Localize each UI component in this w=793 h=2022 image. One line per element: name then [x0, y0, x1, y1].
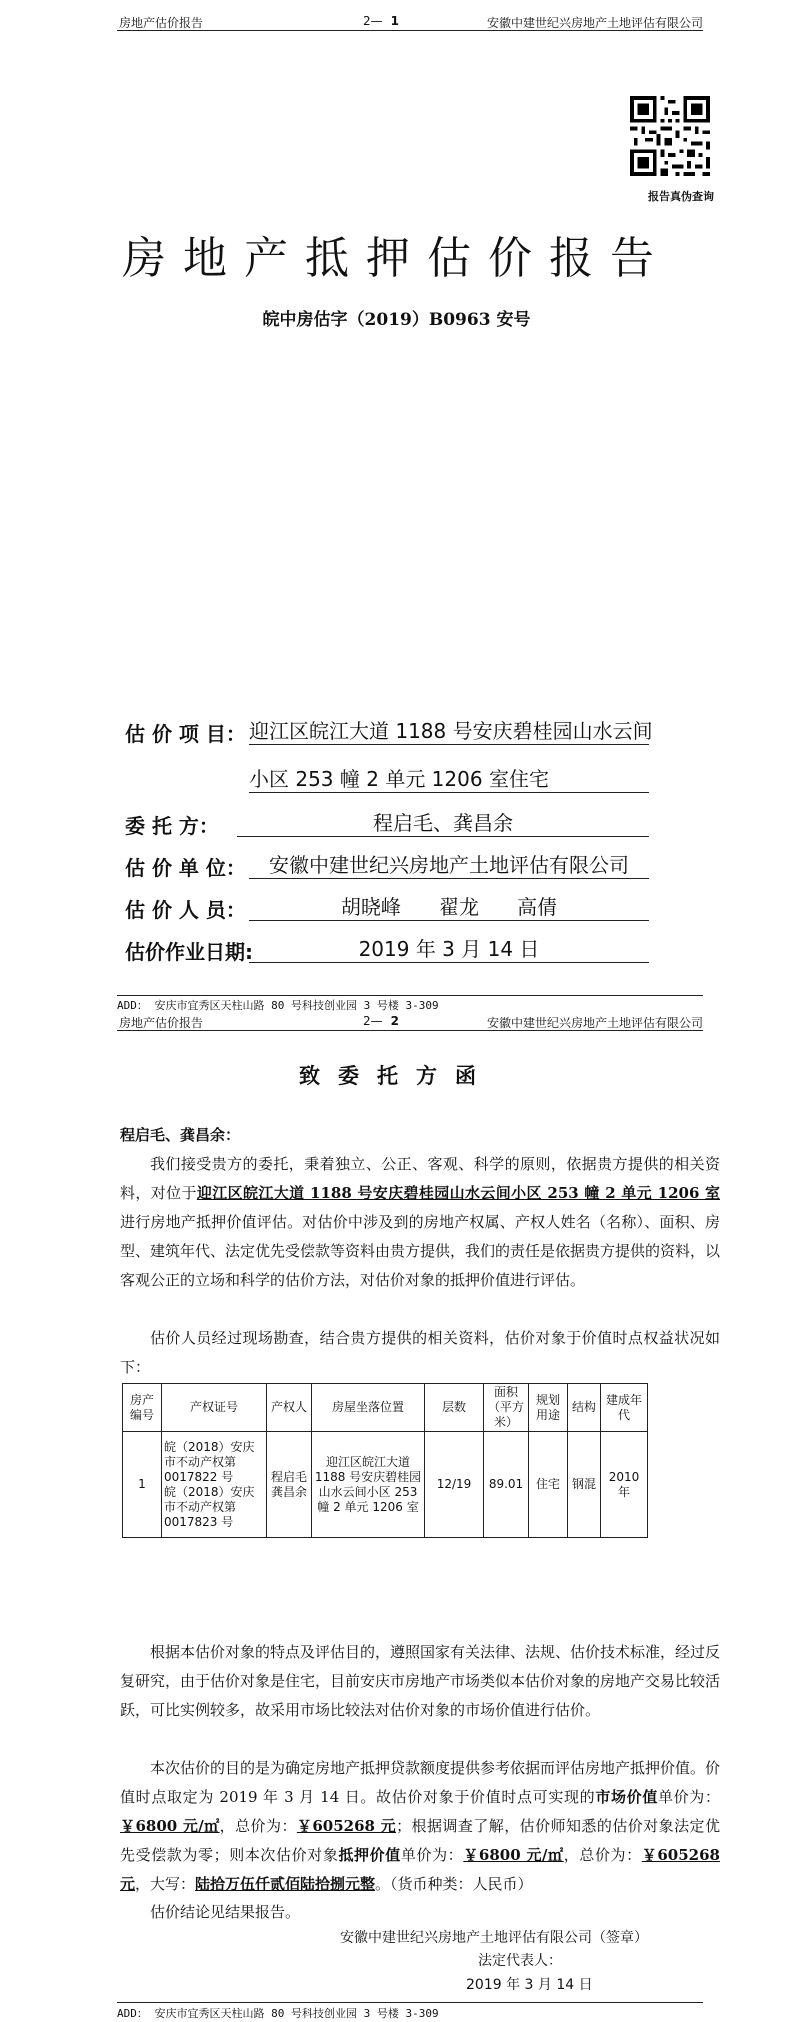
project-label: 估 价 项 目： — [125, 722, 246, 746]
table-header-row: 房产编号 产权证号 产权人 房屋坐落位置 层数 面积（平方米） 规划用途 结构 建成年代 — [123, 1384, 648, 1432]
header-left: 房地产估价报告 — [119, 16, 204, 30]
paragraph-4: 本次估价的目的是为确定房地产抵押贷款额度提供参考依据而评估房地产抵押价值。价值时点取定为 2019 年 3 月 14 日。故估价对象于价值时点可实现的市场价值单价为：￥6800 元/㎡，总价为：￥605268 元；根据调查了解，估价师知悉的估价对象法定优先受偿款为零；则本次估价对象抵押价值单价为：￥6800 元/㎡，总价为：￥605268 元，大写：陆拾万伍仟贰佰陆拾捌元整。（货币种类：人民币） — [120, 1759, 721, 1893]
qr-code-icon — [630, 96, 710, 176]
table-row: 1 皖（2018）安庆市不动产权第 0017822 号 皖（2018）安庆市不动产权第 0017823 号 程启毛 龚昌余 迎江区皖江大道 1188 号安庆碧桂园山水云间小区 253 幢 2 单元 1206 室 12/19 89.01 住宅 钢混 2010 年 — [123, 1432, 648, 1538]
amount-in-words: 陆拾万伍仟贰佰陆拾捌元整 — [195, 1875, 376, 1893]
mortgage-unit-price: ￥6800 元/㎡ — [463, 1846, 564, 1864]
appraiser-org-label: 估 价 单 位： — [125, 856, 246, 880]
header-page-number: 2— 1 — [363, 14, 399, 28]
property-table — [122, 1383, 648, 1538]
page-footer: ADD： 安庆市宜秀区天柱山路 80 号科技创业园 3 号楼 3-309 — [117, 2007, 439, 2020]
client-value: 程启毛、龚昌余 — [237, 810, 649, 837]
market-total-price: ￥605268 元 — [296, 1817, 397, 1835]
header-right: 安徽中建世纪兴房地产土地评估有限公司 — [486, 16, 703, 30]
appraisers-value: 胡晓峰 翟龙 高倩 — [249, 894, 649, 921]
paragraph-5: 估价结论见结果报告。 — [150, 1903, 301, 1921]
legal-representative: 法定代表人： — [478, 1953, 562, 1969]
header-right: 安徽中建世纪兴房地产土地评估有限公司 — [486, 1016, 703, 1030]
report-title: 房地产抵押估价报告 — [122, 233, 671, 284]
qr-label: 报告真伪查询 — [648, 190, 714, 203]
header-left: 房地产估价报告 — [119, 1016, 204, 1030]
market-unit-price: ￥6800 元/㎡ — [120, 1817, 220, 1835]
page-footer: ADD： 安庆市宜秀区天柱山路 80 号科技创业园 3 号楼 3-309 — [117, 999, 439, 1012]
appraisers-label: 估 价 人 员： — [125, 898, 246, 922]
date-label: 估价作业日期: — [125, 940, 253, 964]
footer-divider — [117, 995, 703, 996]
cover-page — [0, 0, 793, 1010]
client-label: 委 托 方： — [125, 814, 219, 838]
appraiser-org-value: 安徽中建世纪兴房地产土地评估有限公司 — [249, 852, 649, 879]
property-address: 迎江区皖江大道 1188 号安庆碧桂园山水云间小区 253 幢 2 单元 1206 室 — [196, 1184, 720, 1202]
header-page-number: 2— 2 — [363, 1014, 399, 1028]
signature-date: 2019 年 3 月 14 日 — [466, 1977, 593, 1993]
paragraph-2: 估价人员经过现场勘查，结合贵方提供的相关资料，估价对象于价值时点权益状况如下： — [120, 1329, 720, 1376]
project-value-line1: 迎江区皖江大道 1188 号安庆碧桂园山水云间 — [249, 719, 653, 743]
mortgage-total-price: ￥605268 元 — [120, 1846, 720, 1893]
paragraph-1: 我们接受贵方的委托，秉着独立、公正、客观、科学的原则，依据贵方提供的相关资料，对位于迎江区皖江大道 1188 号安庆碧桂园山水云间小区 253 幢 2 单元 1206 室进行房地产抵押价值评估。对估价中涉及到的房地产权属、产权人姓名（名称）、面积、房型、建筑年代、法定优先受偿款等资料由贵方提供，我们的责任是依据贵方提供的资料，以客观公正的立场和科学的估价方法，对估价对象的抵押价值进行评估。 — [120, 1155, 721, 1289]
salutation: 程启毛、龚昌余： — [120, 1126, 241, 1144]
project-value-line2: 小区 253 幢 2 单元 1206 室住宅 — [249, 766, 649, 793]
letter-title: 致委托方函 — [299, 1063, 494, 1088]
page-header — [117, 1014, 703, 1031]
paragraph-3: 根据本估价对象的特点及评估目的，遵照国家有关法律、法规、估价技术标准，经过反复研究，由于估价对象是住宅，目前安庆市房地产市场类似本估价对象的房地产交易比较活跃，可比实例较多，故采用市场比较法对估价对象的市场价值进行估价。 — [120, 1643, 721, 1719]
signatory-company: 安徽中建世纪兴房地产土地评估有限公司（签章） — [340, 1930, 648, 1946]
report-number: 皖中房估字（2019）B0963 安号 — [262, 310, 531, 330]
date-value: 2019 年 3 月 14 日 — [249, 936, 649, 963]
page-header — [117, 14, 703, 31]
footer-divider — [117, 2002, 703, 2003]
letter-page — [0, 1012, 793, 2022]
